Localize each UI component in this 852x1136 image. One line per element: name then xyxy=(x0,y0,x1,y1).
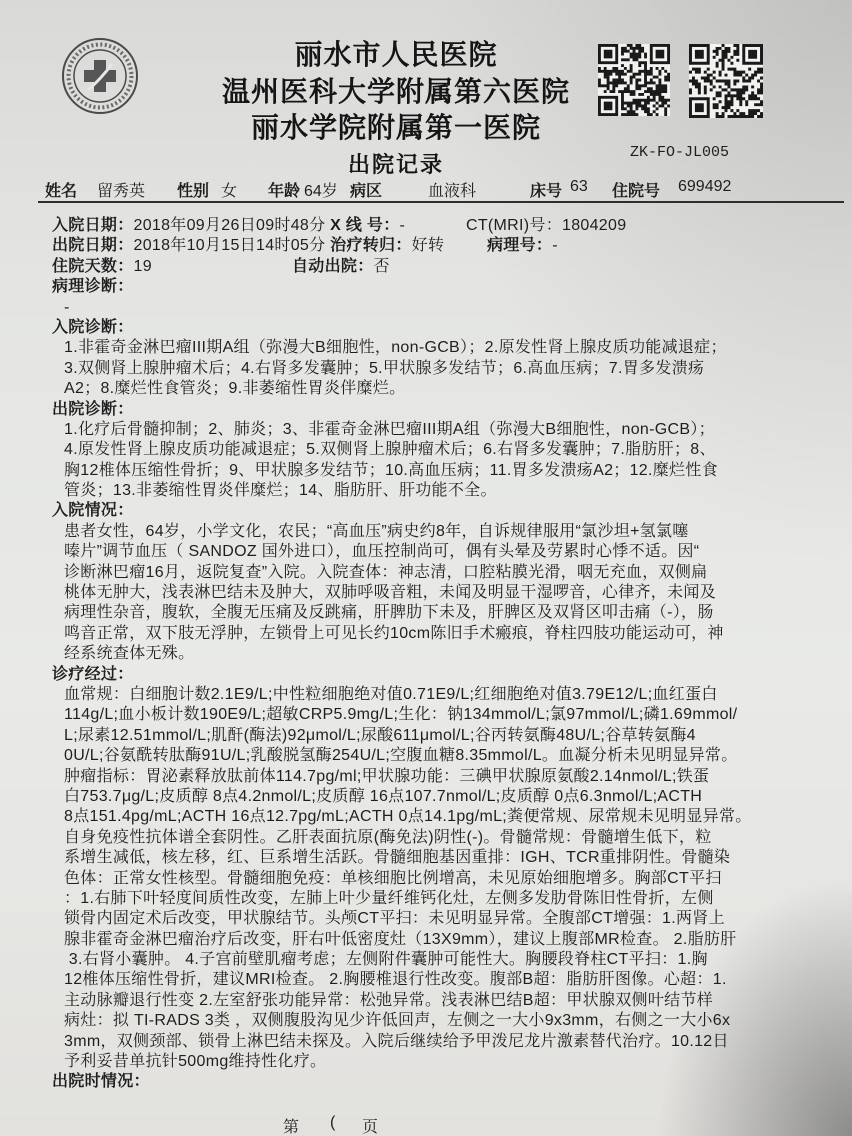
section-line: 114g/L;血小板计数190E9/L;超敏CRP5.9mg/L;生化：钠134mmol/L;氯97mmol/L;磷1.69mmol/ xyxy=(64,706,738,724)
section-line: A2；8.糜烂性食管炎；9.非萎缩性胃炎伴糜烂。 xyxy=(64,380,406,398)
admission-date-group xyxy=(52,216,405,236)
form-code: ZK-FO-JL005 xyxy=(630,144,730,161)
admission-date: 2018年09月26日09时48分 xyxy=(133,217,326,234)
section-line: - xyxy=(64,298,70,316)
outcome-label: 治疗转归： xyxy=(330,237,412,255)
header-divider xyxy=(38,201,844,203)
section-line: 3.右肾小囊肿。 4.子宫前壁肌瘤考虑；左侧附件囊肿可能性大。胸腰段脊柱CT平扫：1.胸 xyxy=(64,951,708,969)
discharge-info-row xyxy=(0,236,852,256)
section-line: 诊断淋巴瘤16月，返院复查”入院。入院查体：神志清，口腔粘膜光滑，咽无充血，双侧扁 xyxy=(64,563,708,581)
pathology-no-label: 病理号： xyxy=(487,237,553,255)
section-title: 病理诊断： xyxy=(52,278,134,296)
xray-no: - xyxy=(399,217,406,234)
section-line: 主动脉瓣退行性变 2.左室舒张功能异常：松弛异常。浅表淋巴结B超：甲状腺双侧叶结节样 xyxy=(64,991,714,1009)
ct-mri-group xyxy=(466,216,626,236)
pathology-no: - xyxy=(552,237,558,255)
section-line: 1.非霍奇金淋巴瘤III期A组（弥漫大B细胞性，non-GCB）；2.原发性肾上腺皮质功能减退症； xyxy=(64,339,727,357)
ct-mri-no: 1804209 xyxy=(562,217,627,234)
record-body xyxy=(0,216,852,1093)
section-line: 桃体无肿大，浅表淋巴结未及肿大，双肺呼吸音粗，未闻及明显干湿啰音，心律齐，未闻及 xyxy=(64,584,717,602)
section-line: 病理性杂音，腹软，全腹无压痛及反跳痛，肝脾肋下未及，肝脾区及双肾区叩击痛（-），肠 xyxy=(64,604,714,622)
hospital-name-1: 丽水市人民医院 xyxy=(294,38,498,71)
ward-label: 病区 xyxy=(350,183,383,200)
patient-bed: 63 xyxy=(570,178,588,195)
age-label: 年龄 xyxy=(268,183,301,200)
section-title: 诊疗经过： xyxy=(52,665,134,683)
hospital-name-3: 丽水学院附属第一医院 xyxy=(250,111,541,144)
treatment-course-section xyxy=(0,665,852,1073)
patient-inpatient-no: 699492 xyxy=(678,178,732,195)
section-line: 锁骨内固定术后改变，甲状腺结节。头颅CT平扫：未见明显异常。全腹部CT增强：1.两肾上 xyxy=(64,910,725,928)
stay-info-row xyxy=(0,257,852,277)
ct-mri-no-label: CT(MRI)号： xyxy=(466,217,563,234)
discharge-date: 2018年10月15日14时05分 xyxy=(133,237,326,255)
section-line: 色体：正常女性核型。骨髓细胞免疫：单核细胞比例增高，未见原始细胞增多。胸部CT平扫 xyxy=(64,869,722,887)
section-line: 经系统查体无殊。 xyxy=(64,645,195,663)
section-line: 病灶：拟 TI-RADS 3类 ，双侧腹股沟见少许低回声，左侧之一大小9x3mm，右侧之一大小6x xyxy=(64,1012,731,1030)
section-line: 自身免疫性抗体谱全套阴性。乙肝表面抗原(酶免法)阴性(-)。骨髓常规：骨髓增生低下，粒 xyxy=(64,828,712,846)
patient-name: 留秀英 xyxy=(97,183,146,200)
page-prefix: 第 xyxy=(283,1119,300,1136)
discharge-diagnosis-section xyxy=(0,400,852,502)
section-line: 4.原发性肾上腺皮质功能减退症；5.双侧肾上腺肿瘤术后；6.右肾多发囊肿；7.脂肪肝；8、 xyxy=(64,441,716,459)
section-line: 胸12椎体压缩性骨折；9、甲状腺多发结节；10.高血压病；11.胃多发溃疡A2；12.糜烂性食 xyxy=(64,461,718,479)
admission-info-row xyxy=(0,216,852,236)
patient-sex: 女 xyxy=(221,183,238,200)
admission-date-label: 入院日期： xyxy=(52,217,134,234)
xray-no-label: X 线 号： xyxy=(330,217,400,234)
name-label: 姓名 xyxy=(45,183,78,200)
discharge-date-group xyxy=(52,236,444,256)
qr-code-image-1 xyxy=(598,44,670,116)
discharge-condition-section xyxy=(0,1072,852,1092)
page-paren: ( xyxy=(330,1114,336,1131)
section-line: 血常规：白细胞计数2.1E9/L;中性粒细胞绝对值0.71E9/L;红细胞绝对值3.79E12/L;血红蛋白 xyxy=(64,685,718,703)
admission-condition-section xyxy=(0,501,852,664)
section-title: 出院诊断： xyxy=(52,400,134,418)
stay-days-label: 住院天数： xyxy=(52,257,134,275)
section-line: 白753.7μg/L;皮质醇 8点4.2nmol/L;皮质醇 16点107.7nmol/L;皮质醇 0点6.3nmol/L;ACTH xyxy=(64,787,703,805)
pathology-diagnosis-section xyxy=(0,277,852,318)
section-line: 嗪片”调节血压（ SANDOZ 国外进口），血压控制尚可，偶有头晕及劳累时心悸不适。因“ xyxy=(64,543,700,561)
outcome: 好转 xyxy=(411,237,445,255)
section-line: 8点151.4pg/mL;ACTH 16点12.7pg/mL;ACTH 0点14.1pg/mL;粪便常规、尿常规未见明显异常。 xyxy=(64,808,752,826)
patient-age: 64岁 xyxy=(304,183,338,200)
section-line: 患者女性，64岁，小学文化，农民；“高血压”病史约8年，自诉规律服用“氯沙坦+氢氯噻 xyxy=(64,522,689,540)
self-discharge: 否 xyxy=(373,257,390,275)
bed-label: 床号 xyxy=(530,183,563,200)
stay-days: 19 xyxy=(133,257,152,275)
section-line: 腺非霍奇金淋巴瘤治疗后改变，肝右叶低密度灶（13X9mm），建议上腹部MR检查。 2.脂肪肝 xyxy=(64,930,737,948)
self-discharge-group xyxy=(292,257,390,277)
section-line: 肿瘤指标：胃泌素释放肽前体114.7pg/ml;甲状腺功能：三碘甲状腺原氨酸2.14nmol/L;铁蛋 xyxy=(64,767,710,785)
section-line: 鸣音正常，双下肢无浮肿，左锁骨上可见长约10cm陈旧手术瘢痕，脊柱四肢功能运动可，神 xyxy=(64,624,724,642)
section-line: 1.化疗后骨髓抑制；2、肺炎；3、非霍奇金淋巴瘤III期A组（弥漫大B细胞性，non-GCB）； xyxy=(64,420,715,438)
section-line: 予利妥昔单抗针500mg维持性化疗。 xyxy=(64,1053,327,1071)
page-suffix: 页 xyxy=(362,1119,379,1136)
patient-ward: 血液科 xyxy=(428,183,477,200)
section-line: L;尿素12.51mmol/L;肌酐(酶法)92μmol/L;尿酸611μmol/L;谷丙转氨酶48U/L;谷草转氨酶4 xyxy=(64,726,696,744)
inpatient-no-label: 住院号 xyxy=(612,183,661,200)
section-line: ：1.右肺下叶轻度间质性改变，左肺上叶少量纤维钙化灶，左侧多发肋骨陈旧性骨折，左侧 xyxy=(64,889,714,907)
section-line: 系增生减低，核左移，红、巨系增生活跃。骨髓细胞基因重排：IGH、TCR重排阴性。骨髓染 xyxy=(64,849,731,867)
admission-diagnosis-section xyxy=(0,318,852,400)
self-discharge-label: 自动出院： xyxy=(292,257,374,275)
section-title: 入院诊断： xyxy=(52,318,134,336)
section-line: 3mm，双侧颈部、锁骨上淋巴结未探及。入院后继续给予甲泼尼龙片激素替代治疗。10.12日 xyxy=(64,1032,729,1050)
pathology-no-group xyxy=(487,236,558,256)
section-title: 入院情况： xyxy=(52,502,134,520)
stay-days-group xyxy=(52,257,152,277)
sex-label: 性别 xyxy=(177,183,210,200)
qr-code-image-2 xyxy=(689,44,763,118)
document-title: 出院记录 xyxy=(347,152,444,178)
section-line: 3.双侧肾上腺肿瘤术后；4.右肾多发囊肿；5.甲状腺多发结节；6.高血压病；7.胃多发溃疡 xyxy=(64,359,705,377)
hospital-name-2: 温州医科大学附属第六医院 xyxy=(221,75,570,108)
section-line: 管炎；13.非萎缩性胃炎伴糜烂；14、脂肪肝、肝功能不全。 xyxy=(64,482,497,500)
section-line: 12椎体压缩性骨折，建议MRI检查。 2.胸腰椎退行性改变。腹部B超：脂肪肝图像。心超：1. xyxy=(64,971,727,989)
section-line: 0U/L;谷氨酰转肽酶91U/L;乳酸脱氢酶254U/L;空腹血糖8.35mmol/L。血凝分析未见明显异常。 xyxy=(64,747,738,765)
section-title: 出院时情况： xyxy=(52,1073,150,1091)
discharge-date-label: 出院日期： xyxy=(52,237,134,255)
